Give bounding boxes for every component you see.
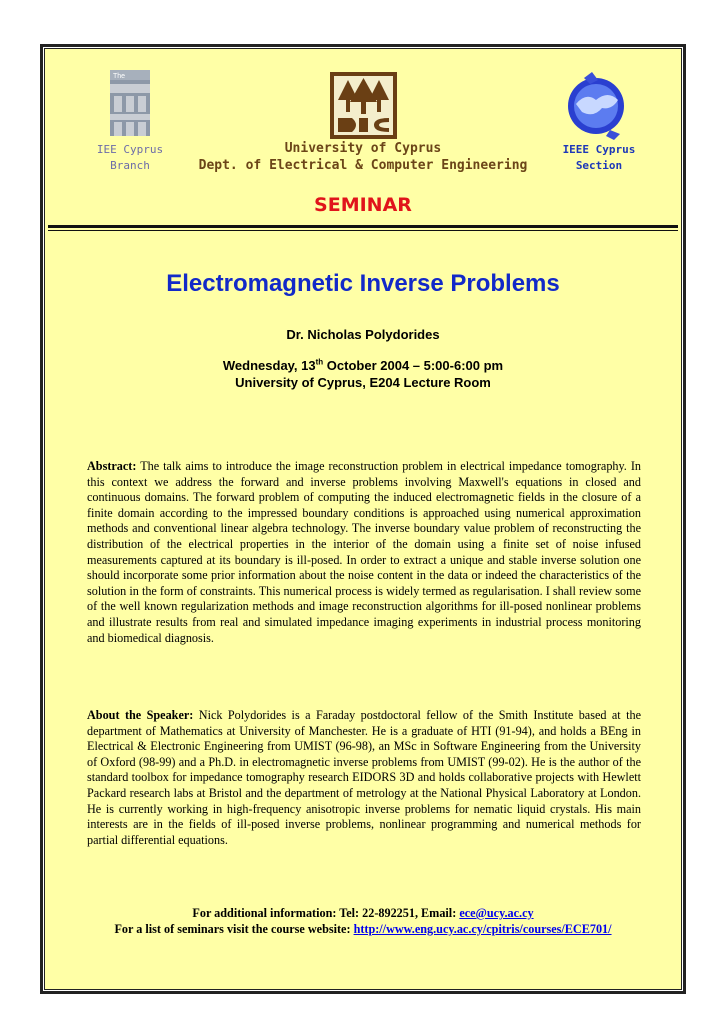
iee-label-line1: IEE Cyprus <box>96 143 164 156</box>
talk-when-where <box>44 357 682 391</box>
abstract-paragraph <box>87 459 641 646</box>
iee-logo-text: The <box>113 73 126 80</box>
abstract-text: The talk aims to introduce the image reconstruction problem in electrical impedance tomography. In this context we address the forward and inverse problems involving Maxwell's equations in closed and continuous domains. The forward problem of computing the induced electromagnetic fields in the closure of a finite domain according to the impressed boundary conditions is approached using numerical approximation methods and conventional linear algebra technology. The inverse boundary value problem of reconstructing the distribution of the electrical properties in the interior of the domain using a finite set of noise infused measurements captured at its boundary is ill-posed. In order to extract a unique and stable inverse solution one should incorporate some prior information about the noise content in the data or indeed the characteristics of the solution in the form of constraints. This numerical process is widely termed as regularisation. I shall review some of the well known regularization methods and image reconstruction algorithms for ill-posed nonlinear problems and illustrate results from real and simulated impedance imaging experiments in industrial process monitoring and biomedical diagnosis. <box>87 459 641 645</box>
date-prefix: Wednesday, 13 <box>222 358 316 373</box>
email-link[interactable]: ece@ucy.ac.cy <box>459 906 534 920</box>
ieee-cyprus-logo <box>562 70 630 140</box>
ieee-cyprus-label <box>554 142 644 174</box>
institution-heading <box>190 140 536 174</box>
about-text: Nick Polydorides is a Faraday postdoctoral fellow of the Smith Institute based at the department of Mathematics at University of Manchester. He is a graduate of HTI (91-94), and holds a BEng in Electrical & Electronic Engineering from UMIST (96-98), an MSc in Software Engineering from the University of Oxford (98-99) and a Ph.D. in electromagnetic inverse problems from UMIST (99-02). He is the author of the standard toolbox for impedance tomography research EIDORS 3D and holds collaborative projects with Hewlett Packard research labs at Bristol and the department of metrology at the National Physical Laboratory at London. He is currently working in high-frequency anisotropic inverse problems for nematic liquid crystals. His main interests are in the fields of ill-posed inverse problems, nonlinear programming and numerical methods for partial differential equations. <box>87 708 641 847</box>
date-suffix: October 2004 – 5:00-6:00 pm <box>323 358 504 373</box>
divider-thin <box>48 230 678 231</box>
about-heading: About the Speaker: <box>87 708 194 722</box>
department-name: Dept. of Electrical & Computer Engineering <box>198 158 528 173</box>
date-superscript: th <box>315 357 324 367</box>
abstract-heading: Abstract: <box>87 459 137 473</box>
iee-cyprus-label <box>88 142 172 174</box>
iee-logo <box>110 70 150 136</box>
talk-date <box>44 357 682 374</box>
contact-prefix: For additional information: Tel: 22-892251, Email: <box>192 906 460 920</box>
talk-venue: University of Cyprus, E204 Lecture Room <box>235 375 491 390</box>
about-speaker-paragraph <box>87 708 641 848</box>
course-website-link[interactable]: http://www.eng.ucy.ac.cy/cpitris/courses/ECE701/ <box>353 922 612 936</box>
university-name: University of Cyprus <box>284 141 442 156</box>
website-line <box>44 921 682 937</box>
ieee-label-line2: Section <box>575 159 623 172</box>
talk-title: Electromagnetic Inverse Problems <box>166 270 560 297</box>
contact-line <box>44 905 682 921</box>
university-logo <box>330 72 397 139</box>
website-prefix: For a list of seminars visit the course website: <box>114 922 354 936</box>
speaker-name: Dr. Nicholas Polydorides <box>286 327 440 342</box>
divider <box>48 225 678 228</box>
iee-label-line2: Branch <box>110 159 150 172</box>
seminar-label: SEMINAR <box>314 194 412 216</box>
ieee-label-line1: IEEE Cyprus <box>562 143 636 156</box>
